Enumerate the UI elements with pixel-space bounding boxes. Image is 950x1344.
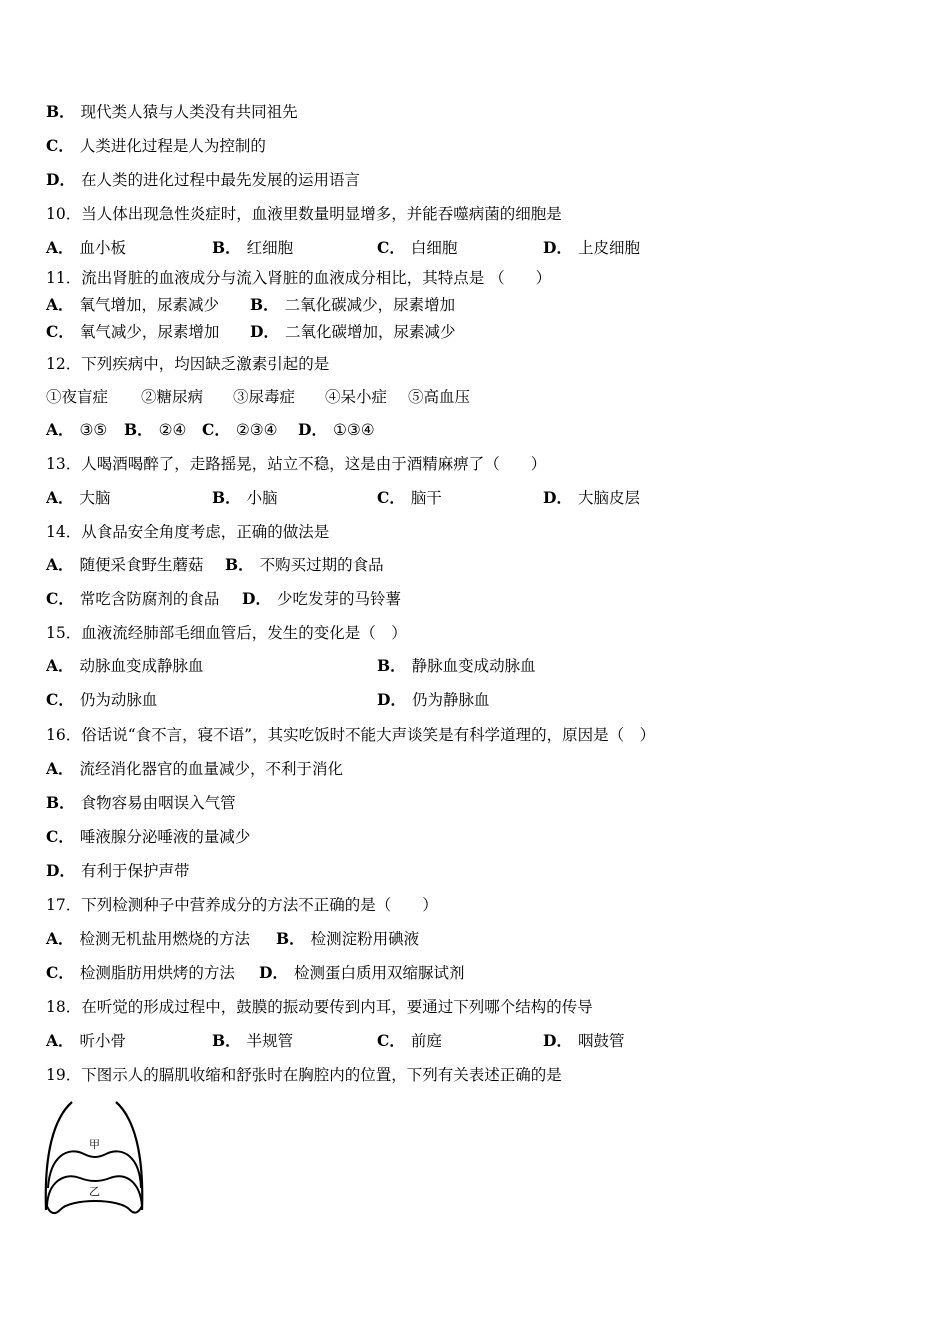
q16-option-a: A． 流经消化器官的血量减少，不利于消化 xyxy=(46,759,344,778)
q11-option-a: A． 氧气增加，尿素减少 xyxy=(46,295,220,314)
q14-option-c: C． 常吃含防腐剂的食品 xyxy=(46,589,220,608)
q9-option-b: B． 现代类人猿与人类没有共同祖先 xyxy=(46,102,298,121)
q15-option-b: B． 静脉血变成动脉血 xyxy=(377,656,536,675)
q17-option-b: B． 检测淀粉用碘液 xyxy=(276,929,420,948)
q12-item-4: ④呆小症 xyxy=(325,388,388,406)
q12-item-3: ③尿毒症 xyxy=(233,388,296,406)
q16-stem: 16．俗话说“食不言，寝不语”，其实吃饭时不能大声谈笑是有科学道理的，原因是（ ） xyxy=(46,726,656,744)
q18-option-b: B． 半规管 xyxy=(212,1031,294,1050)
q13-option-b: B． 小脑 xyxy=(212,488,278,507)
q18-option-d: D． 咽鼓管 xyxy=(543,1031,625,1050)
q10-option-d: D． 上皮细胞 xyxy=(543,238,640,257)
q17-option-a: A． 检测无机盐用燃烧的方法 xyxy=(46,929,251,948)
q16-option-b: B． 食物容易由咽误入气管 xyxy=(46,793,236,812)
q10-option-b: B． 红细胞 xyxy=(212,238,294,257)
q12-option-c: C． ②③④ xyxy=(202,420,278,439)
q14-option-a: A． 随便采食野生蘑菇 xyxy=(46,555,204,574)
q10-option-a: A． 血小板 xyxy=(46,238,127,257)
q12-stem: 12．下列疾病中，均因缺乏激素引起的是 xyxy=(46,355,330,373)
q13-option-a: A． 大脑 xyxy=(46,488,111,507)
diaphragm-diagram xyxy=(40,1098,150,1218)
q19-stem: 19．下图示人的膈肌收缩和舒张时在胸腔内的位置，下列有关表述正确的是 xyxy=(46,1066,562,1084)
q18-option-a: A． 听小骨 xyxy=(46,1031,127,1050)
q12-option-a: A． ③⑤ xyxy=(46,420,108,439)
q15-option-a: A． 动脉血变成静脉血 xyxy=(46,656,204,675)
q12-option-b: B． ②④ xyxy=(124,420,187,439)
diaphragm-relaxed xyxy=(48,1151,141,1188)
q16-option-c: C． 唾液腺分泌唾液的量减少 xyxy=(46,827,251,846)
figure-label-top: 甲 xyxy=(89,1138,100,1151)
q12-item-1: ①夜盲症 xyxy=(46,388,109,406)
q11-option-d: D． 二氧化碳增加，尿素减少 xyxy=(250,322,456,341)
q15-stem: 15．血液流经肺部毛细血管后，发生的变化是（ ） xyxy=(46,624,407,642)
q13-stem: 13．人喝酒喝醉了，走路摇晃，站立不稳，这是由于酒精麻痹了（ ） xyxy=(46,455,547,473)
q14-option-b: B． 不购买过期的食品 xyxy=(225,555,384,574)
q17-option-d: D． 检测蛋白质用双缩脲试剂 xyxy=(259,963,465,982)
q13-option-d: D． 大脑皮层 xyxy=(543,488,640,507)
q14-stem: 14．从食品安全角度考虑，正确的做法是 xyxy=(46,523,330,541)
q9-option-d: D． 在人类的进化过程中最先发展的运用语言 xyxy=(46,170,360,189)
q10-option-c: C． 白细胞 xyxy=(377,238,458,257)
q15-option-d: D． 仍为静脉血 xyxy=(377,690,490,709)
q17-option-c: C． 检测脂肪用烘烤的方法 xyxy=(46,963,235,982)
q16-option-d: D． 有利于保护声带 xyxy=(46,861,190,880)
q9-option-c: C． 人类进化过程是人为控制的 xyxy=(46,136,266,155)
figure-label-bottom: 乙 xyxy=(89,1185,100,1198)
q11-stem: 11．流出肾脏的血液成分与流入肾脏的血液成分相比，其特点是 （ ） xyxy=(46,269,552,287)
q12-item-2: ②糖尿病 xyxy=(141,388,204,406)
q18-stem: 18．在听觉的形成过程中，鼓膜的振动要传到内耳，要通过下列哪个结构的传导 xyxy=(46,998,593,1016)
q11-option-b: B． 二氧化碳减少，尿素增加 xyxy=(250,295,456,314)
q17-stem: 17．下列检测种子中营养成分的方法不正确的是（ ） xyxy=(46,896,438,914)
q11-option-c: C． 氧气减少，尿素增加 xyxy=(46,322,220,341)
q18-option-c: C． 前庭 xyxy=(377,1031,442,1050)
q12-option-d: D． ①③④ xyxy=(298,420,375,439)
q14-option-d: D． 少吃发芽的马铃薯 xyxy=(242,589,401,608)
q10-stem: 10．当人体出现急性炎症时，血液里数量明显增多，并能吞噬病菌的细胞是 xyxy=(46,205,562,223)
q12-item-5: ⑤高血压 xyxy=(408,388,471,406)
diaphragm-figure xyxy=(40,1098,150,1218)
q15-option-c: C． 仍为动脉血 xyxy=(46,690,158,709)
q13-option-c: C． 脑干 xyxy=(377,488,442,507)
